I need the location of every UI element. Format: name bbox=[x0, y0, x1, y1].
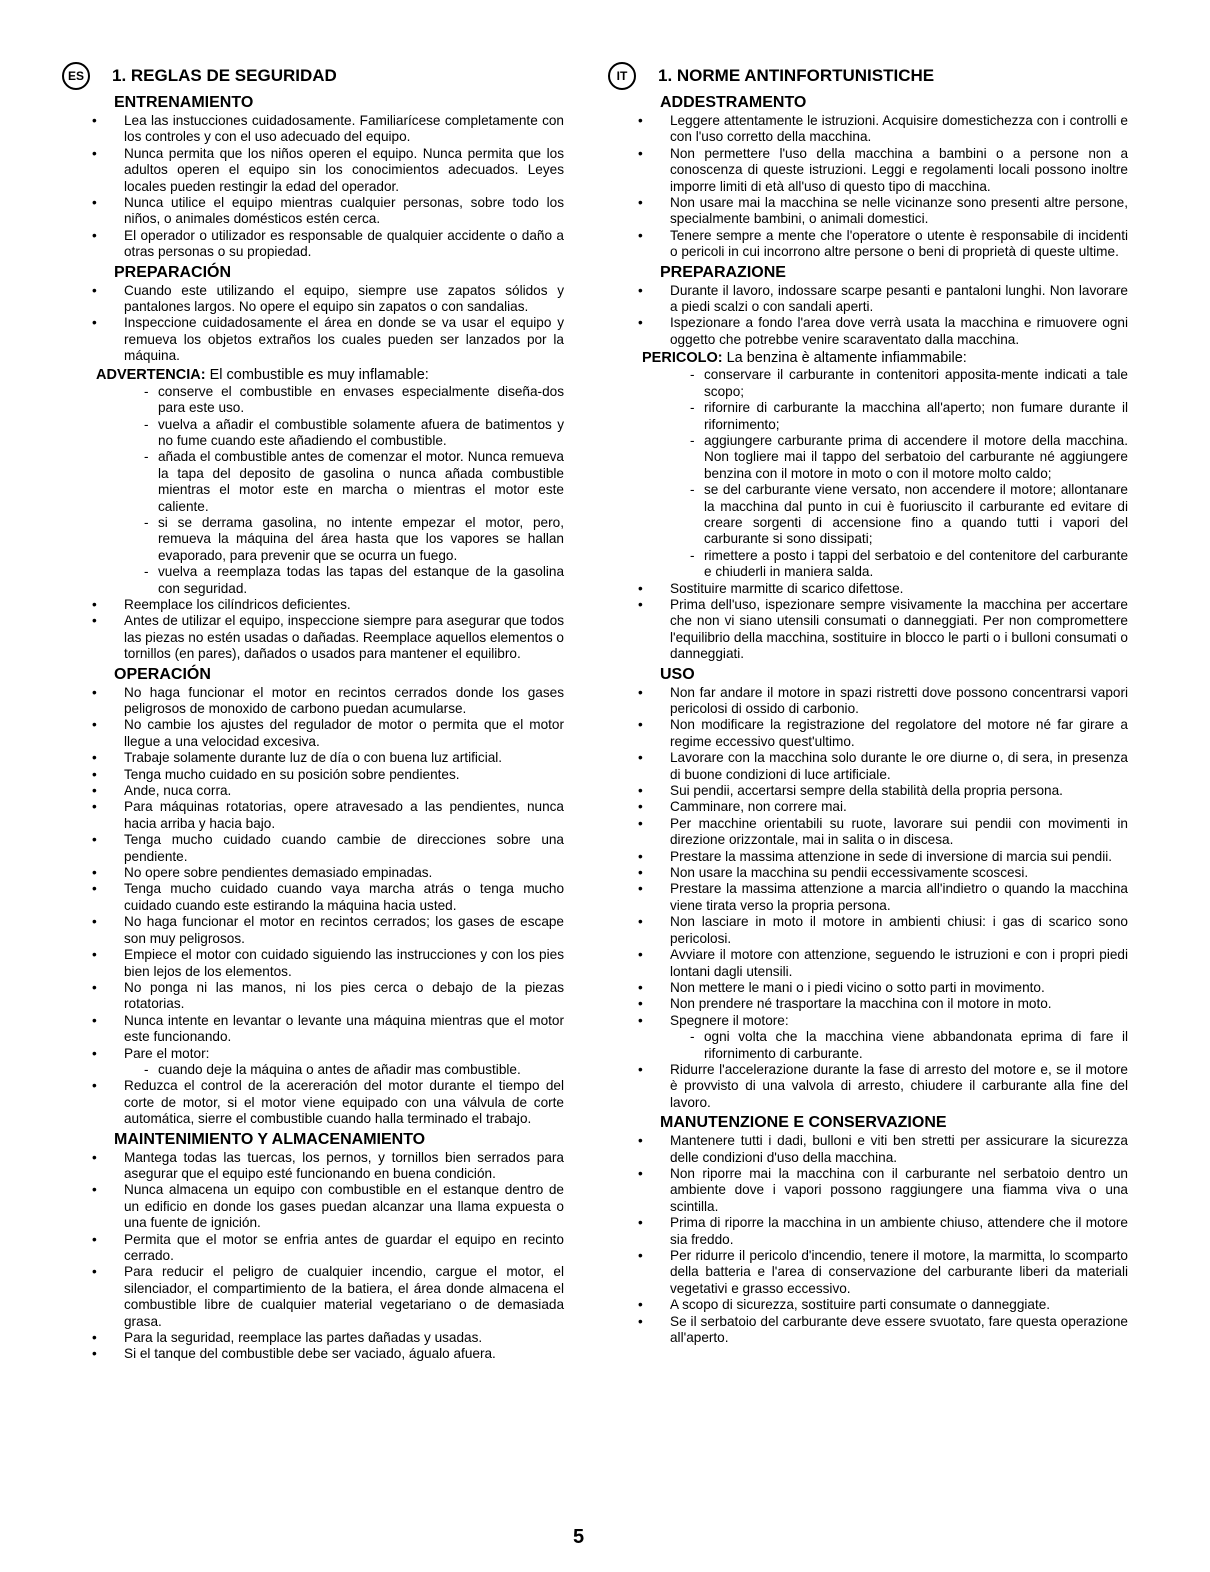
list-item: • No cambie los ajustes del regulador de motor o permita que el motor llegue a una velocidad excesiva. bbox=[62, 717, 564, 750]
list-item: • Ande, nuca corra. bbox=[62, 783, 564, 799]
list-item: • Nunca intente en levantar o levante una máquina mientras que el motor este funcionando. bbox=[62, 1013, 564, 1046]
language-badge-es: ES bbox=[62, 62, 90, 90]
list-item: • Empiece el motor con cuidado siguiendo las instrucciones y con los pies bien lejos de los elementos. bbox=[62, 947, 564, 980]
list-item: • Lavorare con la macchina solo durante le ore diurne o, di sera, in presenza di buone condizioni di luce artificiale. bbox=[608, 750, 1128, 783]
section-header bbox=[62, 62, 564, 90]
heading-maintenance: MAINTENIMIENTO Y ALMACENAMIENTO bbox=[114, 1130, 426, 1148]
heading-preparation: PREPARAZIONE bbox=[660, 263, 786, 281]
list-maintenance bbox=[608, 1133, 1128, 1346]
list-item: • Permita que el motor se enfria antes de guardar el equipo en recinto cerrado. bbox=[62, 1232, 564, 1265]
list-item: • Se il serbatoio del carburante deve essere svuotato, fare questa operazione all'aperto. bbox=[608, 1314, 1128, 1347]
list-item: • Tenga mucho cuidado en su posición sobre pendientes. bbox=[62, 767, 564, 783]
list-item: • Reemplace los cilíndricos deficientes. bbox=[62, 597, 564, 613]
list-item: - rimettere a posto i tappi del serbatoio e del contenitore del carburante e chiuderli in maniera salda. bbox=[608, 548, 1128, 581]
list-item: • Mantenere tutti i dadi, bulloni e viti ben stretti per assicurare la sicurezza delle condizioni d'uso della macchina. bbox=[608, 1133, 1128, 1166]
list-item: • Prestare la massima attenzione in sede di inversione di marcia sui pendii. bbox=[608, 849, 1128, 865]
heading-preparation: PREPARACIÓN bbox=[114, 263, 232, 281]
list-item: - ogni volta che la macchina viene abbandonata eprima di fare il rifornimento di carburante. bbox=[608, 1029, 1128, 1062]
list-item: • Non permettere l'uso della macchina a bambini o a persone non a conoscenza di queste istruzioni. Leggi e regolamenti locali possono inoltre imporre limiti di età all'uso di questo tipo di macchina. bbox=[608, 146, 1128, 195]
warning-text: El combustible es muy inflamable: bbox=[205, 366, 429, 383]
list-item: - conserve el combustible en envases especialmente diseña-dos para este uso. bbox=[62, 384, 564, 417]
list-item: • No opere sobre pendientes demasiado empinadas. bbox=[62, 865, 564, 881]
list-item: • Non modificare la registrazione del regolatore del motore né far girare a regime eccessivo quest'ultimo. bbox=[608, 717, 1128, 750]
list-item: - se del carburante viene versato, non accendere il motore; allontanare la macchina dal punto in cui è fuoriuscito il carburante ed evitare di creare sorgenti di accensione fino a quando tutti i vapori del carburante si sono dissipati; bbox=[608, 482, 1128, 548]
section-title: 1. REGLAS DE SEGURIDAD bbox=[112, 66, 337, 85]
list-item: • Non far andare il motore in spazi ristretti dove possono concentrarsi vapori pericolosi di ossido di carbonio. bbox=[608, 685, 1128, 718]
list-item: • Non lasciare in moto il motore in ambienti chiusi: i gas di scarico sono pericolosi. bbox=[608, 914, 1128, 947]
list-item: • No haga funcionar el motor en recintos cerrados donde los gases peligrosos de monoxido de carbono puedan acumularse. bbox=[62, 685, 564, 718]
list-item: • Lea las instucciones cuidadosamente. Familiarícese completamente con los controles y con el uso adecuado del equipo. bbox=[62, 113, 564, 146]
list-item: - aggiungere carburante prima di accendere il motore della macchina. Non togliere mai il tappo del serbatoio del carburante né aggiungere benzina con il motore in moto o con il motore molto caldo; bbox=[608, 433, 1128, 482]
list-item: - rifornire di carburante la macchina all'aperto; non fumare durante il rifornimento; bbox=[608, 400, 1128, 433]
list-item: • A scopo di sicurezza, sostituire parti consumate o danneggiate. bbox=[608, 1297, 1128, 1313]
list-item: • Per macchine orientabili su ruote, lavorare sui pendii con movimenti in direzione orizzontale, mai in salita o in discesa. bbox=[608, 816, 1128, 849]
list-operation bbox=[62, 685, 564, 1062]
list-preparation-2 bbox=[62, 597, 564, 663]
list-operation bbox=[608, 685, 1128, 1030]
list-operation-2 bbox=[62, 1078, 564, 1127]
list-stop-engine bbox=[62, 1062, 564, 1078]
page-number: 5 bbox=[573, 1526, 585, 1548]
list-item: • Ispezionare a fondo l'area dove verrà usata la macchina e rimuovere ogni oggetto che potrebbe venire scaraventato dalla macchina. bbox=[608, 315, 1128, 348]
heading-operation: USO bbox=[660, 665, 695, 683]
list-item: • Reduzca el control de la acereración del motor durante el tiempo del corte de motor, si el motor viene equipado con una válvula de corte automática, sierre el combustible cuando halla terminado el trabajo. bbox=[62, 1078, 564, 1127]
list-item: • Tenga mucho cuidado cuando vaya marcha atrás o tenga mucho cuidado cuando este estirando la máquina hacia usted. bbox=[62, 881, 564, 914]
list-item: - vuelva a añadir el combustible solamente afuera de batimentos y no fume cuando este añadiendo el combustible. bbox=[62, 417, 564, 450]
column-italian bbox=[608, 62, 1128, 1346]
section-title: 1. NORME ANTINFORTUNISTICHE bbox=[658, 66, 935, 85]
list-item: • Cuando este utilizando el equipo, siempre use zapatos sólidos y pantalones largos. No opere el equipo sin zapatos o con sandalias. bbox=[62, 283, 564, 316]
list-item: • Para máquinas rotatorias, opere atravesado a las pendientes, nunca hacia arriba y hacia bajo. bbox=[62, 799, 564, 832]
warning-text: La benzina è altamente infiammabile: bbox=[722, 350, 967, 367]
list-item: • Prestare la massima attenzione a marcia all'indietro o quando la macchina viene tirata verso la propria persona. bbox=[608, 881, 1128, 914]
list-item: • Tenere sempre a mente che l'operatore o utente è responsabile di incidenti o pericoli in cui incorrono altre persone o beni di proprietà di queste ultime. bbox=[608, 228, 1128, 261]
list-item: • No ponga ni las manos, ni los pies cerca o debajo de la piezas rotatorias. bbox=[62, 980, 564, 1013]
list-item: • Nunca permita que los niños operen el equipo. Nunca permita que los adultos operen el equipo sin los conocimientos adecuados. Leyes locales pueden restingir la edad del operador. bbox=[62, 146, 564, 195]
fuel-warning bbox=[96, 367, 564, 384]
list-item: - añada el combustible antes de comenzar el motor. Nunca remueva la tapa del deposito de gasolina o nunca añada combustible mientras el motor este en marcha o mientras el motor este caliente. bbox=[62, 449, 564, 515]
list-training bbox=[608, 113, 1128, 261]
list-operation-2 bbox=[608, 1062, 1128, 1111]
list-item: • Sostituire marmitte di scarico difettose. bbox=[608, 581, 1128, 597]
list-item: • Ridurre l'accelerazione durante la fase di arresto del motore e, se il motore è provvisto di una valvola di arresto, chiudere il carburante alla fine del lavoro. bbox=[608, 1062, 1128, 1111]
list-item: • Non riporre mai la macchina con il carburante nel serbatoio dentro un ambiente dove i vapori possono raggiungere una fiamma viva o una scintilla. bbox=[608, 1166, 1128, 1215]
list-item: • Trabaje solamente durante luz de día o con buena luz artificial. bbox=[62, 750, 564, 766]
list-item: - conservare il carburante in contenitori apposita-mente indicati a tale scopo; bbox=[608, 367, 1128, 400]
heading-training: ADDESTRAMENTO bbox=[660, 94, 807, 111]
list-training bbox=[62, 113, 564, 261]
list-preparation bbox=[608, 283, 1128, 349]
list-item: - si se derrama gasolina, no intente empezar el motor, pero, remueva la máquina del área hasta que los vapores se hallan evaporado, para prevenir que se ocurra un fuego. bbox=[62, 515, 564, 564]
column-spanish bbox=[62, 62, 564, 1363]
list-fuel-rules bbox=[62, 384, 564, 597]
list-item: • Leggere attentamente le istruzioni. Acquisire domestichezza con i controlli e con l'uso corretto della macchina. bbox=[608, 113, 1128, 146]
heading-operation: OPERACIÓN bbox=[114, 665, 211, 683]
list-item: • Non usare mai la macchina se nelle vicinanze sono presenti altre persone, specialmente bambini, o animali domestici. bbox=[608, 195, 1128, 228]
section-header bbox=[608, 62, 1128, 90]
list-item: • El operador o utilizador es responsable de qualquier accidente o daño a otras personas o su propiedad. bbox=[62, 228, 564, 261]
list-item: • No haga funcionar el motor en recintos cerrados; los gases de escape son muy peligrosos. bbox=[62, 914, 564, 947]
list-item: • Pare el motor: bbox=[62, 1046, 564, 1062]
list-item: • Mantega todas las tuercas, los pernos, y tornillos bien serrados para asegurar que el equipo esté funcionando en buena condición. bbox=[62, 1150, 564, 1183]
list-item: • Camminare, non correre mai. bbox=[608, 799, 1128, 815]
list-item: • Nunca utilice el equipo mientras cualquier personas, sobre todo los niños, o animales domésticos estén cerca. bbox=[62, 195, 564, 228]
list-item: - vuelva a reemplaza todas las tapas del estanque de la gasolina con seguridad. bbox=[62, 564, 564, 597]
list-item: • Prima dell'uso, ispezionare sempre visivamente la macchina per accertare che non vi siano utensili consumati o danneggiati. Per non compromettere l'equilibrio della macchina, sostituire in blocco le parti o i bulloni consumati o danneggiati. bbox=[608, 597, 1128, 663]
list-stop-engine bbox=[608, 1029, 1128, 1062]
list-fuel-rules bbox=[608, 367, 1128, 580]
list-item: • Nunca almacena un equipo con combustible en el estanque dentro de un edificio en donde los gases puedan alcanzar una llama expuesta o una fuente de ignición. bbox=[62, 1182, 564, 1231]
list-item: • Prima di riporre la macchina in un ambiente chiuso, attendere che il motore sia freddo. bbox=[608, 1215, 1128, 1248]
list-maintenance bbox=[62, 1150, 564, 1363]
warning-label: ADVERTENCIA: bbox=[96, 366, 206, 383]
list-item: • Avviare il motore con attenzione, seguendo le istruzioni e con i propri piedi lontani dagli utensili. bbox=[608, 947, 1128, 980]
list-item: • Spegnere il motore: bbox=[608, 1013, 1128, 1029]
list-item: • Non usare la macchina su pendii eccessivamente scoscesi. bbox=[608, 865, 1128, 881]
list-item: • Durante il lavoro, indossare scarpe pesanti e pantaloni lunghi. Non lavorare a piedi scalzi o con sandali aperti. bbox=[608, 283, 1128, 316]
language-badge-it: IT bbox=[608, 62, 636, 90]
list-item: • Si el tanque del combustible debe ser vaciado, águalo afuera. bbox=[62, 1346, 564, 1362]
list-item: • Non prendere né trasportare la macchina con il motore in moto. bbox=[608, 996, 1128, 1012]
fuel-warning bbox=[642, 350, 1128, 367]
list-preparation-2 bbox=[608, 581, 1128, 663]
list-item: • Tenga mucho cuidado cuando cambie de direcciones sobre una pendiente. bbox=[62, 832, 564, 865]
list-item: • Para reducir el peligro de cualquier incendio, cargue el motor, el silenciador, el compartimiento de la batiera, el área donde almacena el combustible libre de cualquier material vegetariano o de demasiada grasa. bbox=[62, 1264, 564, 1330]
list-item: • Inspeccione cuidadosamente el área en donde se va usar el equipo y remueva los objetos extraños los cuales pueden ser lanzados por la máquina. bbox=[62, 315, 564, 364]
list-item: • Non mettere le mani o i piedi vicino o sotto parti in movimento. bbox=[608, 980, 1128, 996]
list-item: - cuando deje la máquina o antes de añadir mas combustible. bbox=[62, 1062, 564, 1078]
list-item: • Sui pendii, accertarsi sempre della stabilità della propria persona. bbox=[608, 783, 1128, 799]
list-item: • Para la seguridad, reemplace las partes dañadas y usadas. bbox=[62, 1330, 564, 1346]
heading-training: ENTRENAMIENTO bbox=[114, 94, 254, 111]
list-item: • Per ridurre il pericolo d'incendio, tenere il motore, la marmitta, lo scomparto della batteria e l'area di conservazione del carburante liberi da materiali vegetativi e grasso eccessivo. bbox=[608, 1248, 1128, 1297]
list-preparation bbox=[62, 283, 564, 365]
list-item: • Antes de utilizar el equipo, inspeccione siempre para asegurar que todos las piezas no estén usadas o dañadas. Reemplace aquellos elementos o tornillos (en pares), dañados o usados para mantener el equilibro. bbox=[62, 613, 564, 662]
warning-label: PERICOLO: bbox=[642, 350, 723, 367]
heading-maintenance: MANUTENZIONE E CONSERVAZIONE bbox=[660, 1114, 947, 1132]
